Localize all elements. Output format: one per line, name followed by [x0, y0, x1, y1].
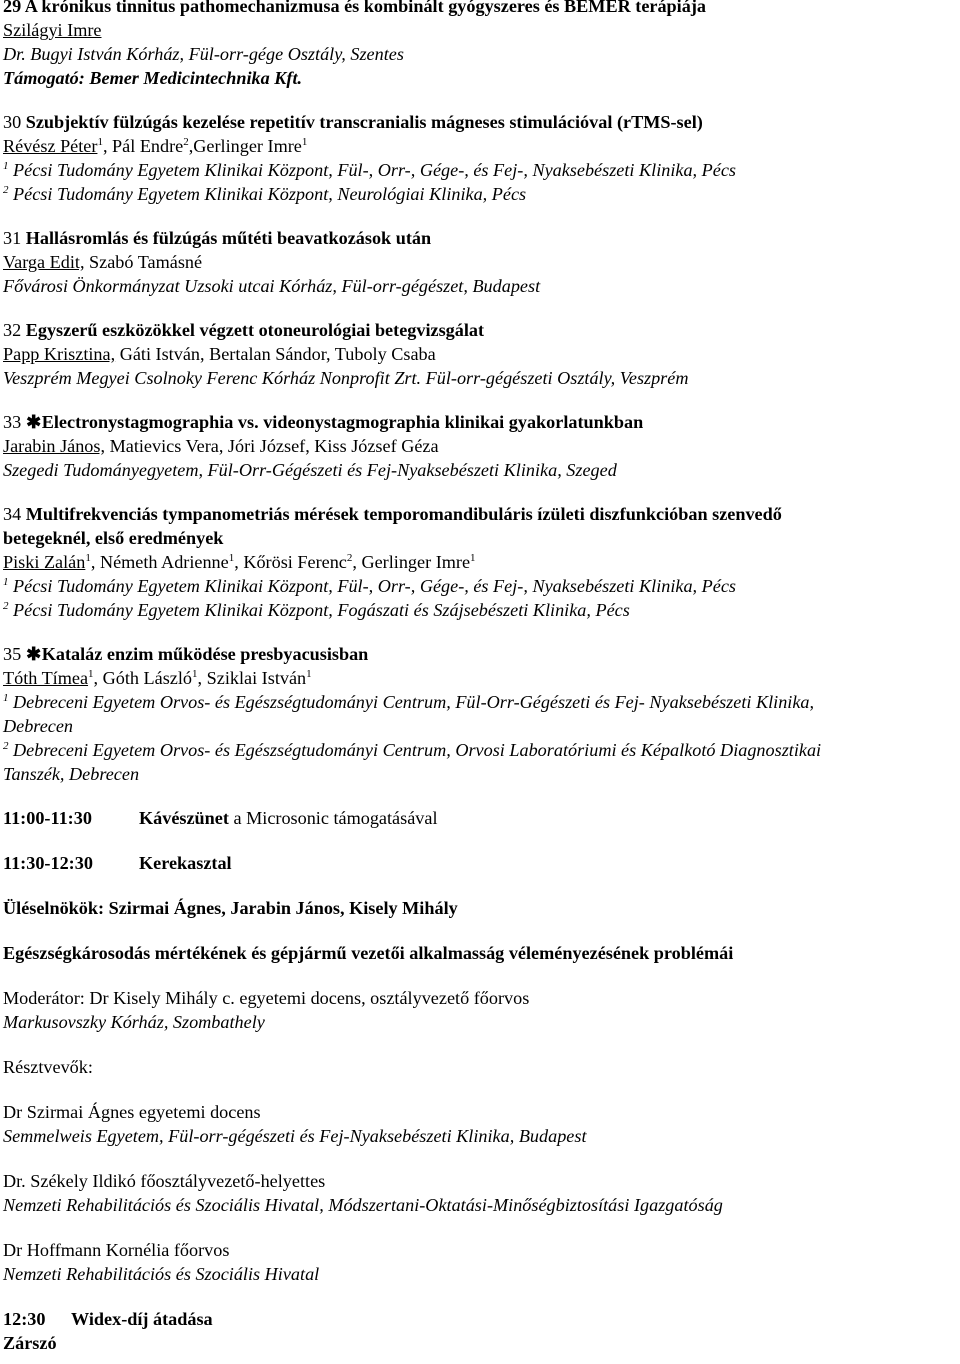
participant-affiliation: Nemzeti Rehabilitációs és Szociális Hivatal, Módszertani-Oktatási-Minőségbiztosítási Igazgatóság — [3, 1195, 723, 1215]
abstract-29 — [3, 0, 960, 90]
session-topic: Egészségkárosodás mértékének és gépjármű vezetői alkalmasság véleményezésének problémái — [3, 943, 734, 963]
abstract-authors: Révész Péter$^1$, Pál Endre$^2$,Gerlinger Imre$^1$ — [3, 136, 308, 156]
abstract-title: 29 A krónikus tinnitus pathomechanizmusa és kombinált gyógyszeres és BEMER terápiája — [3, 0, 706, 16]
participant-affiliation: Nemzeti Rehabilitációs és Szociális Hivatal — [3, 1264, 320, 1284]
abstract-title: 35 ✱Kataláz enzim működése presbyacusisban — [3, 644, 369, 664]
coffee-break: 11:00-11:30 Kávészünet a Microsonic támogatásával — [3, 808, 438, 828]
asterisk-icon: ✱ — [26, 412, 42, 432]
participant — [3, 1169, 960, 1217]
abstract-affiliation: $^1$ Debreceni Egyetem Orvos- és Egészségtudományi Centrum, Fül-Orr-Gégészeti és Fej- Nyaksebészeti Klinika, — [3, 692, 815, 712]
abstract-33 — [3, 410, 960, 482]
abstract-title: 30 Szubjektív fülzúgás kezelése repetitív transcranialis mágneses stimulációval (rTMS-sel) — [3, 112, 703, 132]
abstract-sponsor: Támogató: Bemer Medicintechnika Kft. — [3, 68, 303, 88]
abstract-author: Szilágyi Imre — [3, 20, 102, 40]
abstract-authors: Jarabin János, Matievics Vera, Jóri József, Kiss József Géza — [3, 436, 439, 456]
session-chairs: Üléselnökök: Szirmai Ágnes, Jarabin János, Kisely Mihály — [3, 898, 458, 918]
abstract-affiliation: Dr. Bugyi István Kórház, Fül-orr-gége Osztály, Szentes — [3, 44, 404, 64]
moderator-affiliation: Markusovszky Kórház, Szombathely — [3, 1012, 265, 1032]
asterisk-icon: ✱ — [26, 644, 42, 664]
participant — [3, 1238, 960, 1286]
abstract-affiliation: $^2$ Pécsi Tudomány Egyetem Klinikai Központ, Neurológiai Klinika, Pécs — [3, 184, 527, 204]
abstract-title-cont: betegeknél, első eredmények — [3, 528, 224, 548]
abstract-34 — [3, 502, 960, 622]
abstract-title: 34 Multifrekvenciás tympanometriás mérések temporomandibuláris ízületi diszfunkcióban szenvedő — [3, 504, 782, 524]
abstract-affiliation: $^1$ Pécsi Tudomány Egyetem Klinikai Központ, Fül-, Orr-, Gége-, és Fej-, Nyaksebészeti Klinika, Pécs — [3, 576, 736, 596]
participants-label: Résztvevők: — [3, 1057, 93, 1077]
award-ceremony: 12:30 Widex-díj átadása — [3, 1309, 213, 1329]
abstract-affiliation: $^2$ Debreceni Egyetem Orvos- és Egészségtudományi Centrum, Orvosi Laboratóriumi és Képalkotó Diagnosztikai — [3, 740, 822, 760]
abstract-title: 33 ✱Electronystagmographia vs. videonystagmographia klinikai gyakorlatunkban — [3, 412, 644, 432]
abstract-30 — [3, 110, 960, 206]
participant-name: Dr Szirmai Ágnes egyetemi docens — [3, 1102, 261, 1122]
abstract-affiliation: Fővárosi Önkormányzat Uzsoki utcai Kórház, Fül-orr-gégészet, Budapest — [3, 276, 541, 296]
participant-name: Dr. Székely Ildikó főosztályvezető-helyettes — [3, 1171, 326, 1191]
abstract-35 — [3, 642, 960, 786]
participant — [3, 1100, 960, 1148]
abstract-affiliation-cont: Debrecen — [3, 716, 74, 736]
abstract-authors: Papp Krisztina, Gáti István, Bertalan Sándor, Tuboly Csaba — [3, 344, 436, 364]
abstract-authors: Piski Zalán$^1$, Németh Adrienne$^1$, Kőrösi Ferenc$^2$, Gerlinger Imre$^1$ — [3, 552, 476, 572]
abstract-31 — [3, 226, 960, 298]
participant-name: Dr Hoffmann Kornélia főorvos — [3, 1240, 230, 1260]
abstract-title: 32 Egyszerű eszközökkel végzett otoneurológiai betegvizsgálat — [3, 320, 485, 340]
participant-affiliation: Semmelweis Egyetem, Fül-orr-gégészeti és Fej-Nyaksebészeti Klinika, Budapest — [3, 1126, 587, 1146]
abstract-authors: Varga Edit, Szabó Tamásné — [3, 252, 203, 272]
abstract-affiliation: $^1$ Pécsi Tudomány Egyetem Klinikai Központ, Fül-, Orr-, Gége-, és Fej-, Nyaksebészeti Klinika, Pécs — [3, 160, 736, 180]
abstract-affiliation: Szegedi Tudományegyetem, Fül-Orr-Gégészeti és Fej-Nyaksebészeti Klinika, Szeged — [3, 460, 617, 480]
abstract-authors: Tóth Tímea$^1$, Góth László$^1$, Sziklai István$^1$ — [3, 668, 312, 688]
closing: Zárszó — [3, 1333, 57, 1353]
abstract-title: 31 Hallásromlás és fülzúgás műtéti beavatkozások után — [3, 228, 432, 248]
abstract-affiliation: $^2$ Pécsi Tudomány Egyetem Klinikai Központ, Fogászati és Szájsebészeti Klinika, Pécs — [3, 600, 630, 620]
abstract-affiliation: Veszprém Megyei Csolnoky Ferenc Kórház Nonprofit Zrt. Fül-orr-gégészeti Osztály, Veszprém — [3, 368, 689, 388]
round-table: 11:30-12:30 Kerekasztal — [3, 853, 232, 873]
abstract-affiliation-cont: Tanszék, Debrecen — [3, 764, 140, 784]
abstract-32 — [3, 318, 960, 390]
moderator: Moderátor: Dr Kisely Mihály c. egyetemi docens, osztályvezető főorvos — [3, 988, 530, 1008]
